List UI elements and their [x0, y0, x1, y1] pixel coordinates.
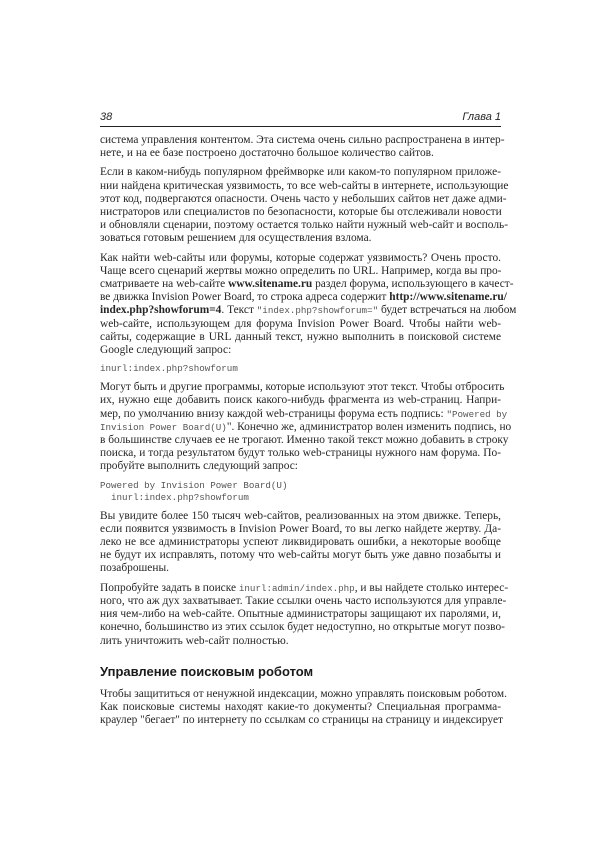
text-line [100, 265, 501, 278]
text-line [100, 581, 509, 595]
text-run: ". Конечно же, администратор волен изменить подпись, но [226, 420, 512, 433]
text-run: раздел форума, использующего в качест- [312, 278, 514, 291]
text-line [100, 407, 508, 421]
text-line [100, 192, 507, 206]
code-block: Powered by Invision Power Board(U) inurl:index.php?showforum [100, 479, 288, 503]
text-run: будет встречаться на любом [378, 304, 517, 317]
text-run: этот код, подвергаются опасности. Очень часто у небольших сайтов нет даже адми- [100, 192, 507, 205]
text-line [100, 549, 501, 562]
text-run: нете, и на ее базе построено достаточно большое количество сайтов. [100, 147, 434, 160]
paragraph [100, 134, 505, 160]
text-run: Если в каком-нибудь популярном фреймворке или каком-то популярном приложе- [100, 166, 501, 179]
paragraph [100, 166, 509, 245]
text-run: ного, что аж дух захватывает. Такие ссылки очень часто используются для управле- [100, 594, 507, 607]
page-body [100, 134, 517, 733]
text-run: если появится уязвимость в Invision Power Board, то вы легко найдете жертву. Да- [100, 522, 501, 535]
text-line [100, 447, 501, 460]
text-run: в большинстве случаев ее не трогают. Именно такой текст можно добавить в строку [100, 434, 509, 447]
text-line [100, 134, 505, 147]
text-run: зоваться готовым решением для осуществления взлома. [100, 232, 372, 245]
text-line [100, 635, 501, 648]
section-heading: Управление поисковым роботом [100, 663, 314, 679]
text-run: Вы увидите более 150 тысяч web-сайтов, реализованных на этом движке. Теперь, [100, 509, 501, 522]
text-run: не будут их исправлять, потому что web-сайты могут быть уже давно позабыты и [100, 549, 501, 562]
text-line [100, 318, 501, 331]
text-line [100, 460, 501, 473]
text-run: нии найдена критическая уязвимость, то все web-сайты в интернете, использующие [100, 179, 509, 192]
text-run: поиска, и тогда результатом будут только web-страницы нужного нам форума. По- [100, 447, 501, 460]
text-line [100, 420, 512, 434]
inline-code: "Powered by [446, 408, 508, 420]
text-line [100, 381, 505, 394]
text-run: Чаще всего сценарий жертвы можно определить по URL. Например, когда вы про- [100, 264, 502, 277]
bold-url: http://www.sitename.ru/ [389, 291, 507, 304]
text-run: Google следующий запрос: [100, 344, 232, 357]
running-header [100, 110, 501, 127]
text-line [100, 562, 501, 575]
text-line [100, 608, 501, 621]
text-line [100, 304, 517, 317]
text-run: Как поисковые системы находят какие-то документы? Специальная программа- [100, 700, 501, 713]
inline-code: "index.php?showforum=" [256, 305, 379, 317]
inline-code: Invision Power Board(U) [100, 421, 227, 433]
bold-url: index.php?showforum=4 [100, 304, 222, 317]
text-run: Как найти web-сайты или форумы, которые содержат уязвимость? Очень просто. [100, 251, 501, 264]
text-run: . Текст [221, 304, 257, 317]
text-line [100, 206, 501, 219]
text-line [100, 278, 514, 291]
paragraph [100, 381, 512, 473]
text-line [100, 434, 509, 447]
text-run: краулер "бегает" по интернету по ссылкам со страницы на страницу и индексирует [100, 714, 504, 727]
text-run: Попробуйте задать в поиске [100, 581, 239, 594]
text-line [100, 232, 501, 245]
text-line [100, 536, 501, 549]
text-run: ве движка Invision Power Board, то строка адреса содержит [100, 291, 390, 304]
text-run: Чтобы защититься от ненужной индексации, можно управлять поисковым роботом. [100, 687, 507, 700]
text-line [100, 523, 501, 536]
chapter-title: Глава 1 [462, 111, 501, 123]
text-run: нистраторов или специалистов по безопасности, которые бы отслеживали новости [100, 206, 502, 219]
paragraph [100, 581, 509, 648]
text-run: ния чем-либо на web-сайте. Опытные администраторы защищают их паролями, и, [100, 608, 501, 621]
paragraph [100, 251, 517, 358]
text-run: , и вы найдете столько интерес- [354, 581, 509, 594]
text-line [100, 594, 507, 608]
text-run: и обновляли сценарии, поэтому остается только найти нужный web-сайт и восполь- [100, 219, 508, 232]
text-run: пробуйте выполнить следующий запрос: [100, 460, 298, 473]
text-run: мер, по умолчанию внизу каждой web-страницы форума есть подпись: [100, 407, 447, 420]
text-line [100, 147, 501, 160]
text-line [100, 219, 508, 232]
text-run: конечно, большинство из этих ссылок будет недоступно, но открытые могут позво- [100, 621, 505, 634]
paragraph [100, 687, 507, 728]
text-run: сматриваете на web-сайте [100, 278, 229, 291]
text-line [100, 701, 501, 714]
text-run: Могут быть и другие программы, которые используют этот текст. Чтобы отбросить [100, 381, 505, 394]
text-run: лить уничтожить web-сайт полностью. [100, 634, 289, 647]
page-number: 38 [100, 111, 113, 123]
text-line [100, 687, 507, 701]
paragraph [100, 510, 501, 576]
text-run: сайты, содержащие в URL данный текст, нужно выполнить в поисковой системе [100, 330, 501, 343]
text-line [100, 510, 501, 523]
text-run: web-сайте, использующем для форума Invision Power Board. Чтобы найти web- [100, 317, 501, 330]
code-block: inurl:index.php?showforum [100, 363, 238, 375]
text-line [100, 344, 501, 357]
text-line [100, 714, 504, 727]
text-line [100, 179, 509, 193]
text-run: позаброшены. [100, 562, 169, 575]
text-run: леко не все администраторы успеют ликвидировать ошибки, а некоторые вообще [100, 536, 501, 549]
bold-url: www.sitename.ru [228, 278, 313, 291]
text-line [100, 291, 507, 304]
text-run: их, нужно еще добавить поиск какого-нибудь фрагмента из web-страниц. Напри- [100, 394, 501, 407]
text-run: система управления контентом. Эта система очень сильно распространена в интер- [100, 134, 505, 146]
inline-code: inurl:admin/index.php [238, 582, 355, 594]
text-line [100, 252, 501, 265]
text-line [100, 394, 501, 407]
text-line [100, 621, 505, 634]
text-line [100, 166, 501, 179]
text-line [100, 331, 501, 344]
